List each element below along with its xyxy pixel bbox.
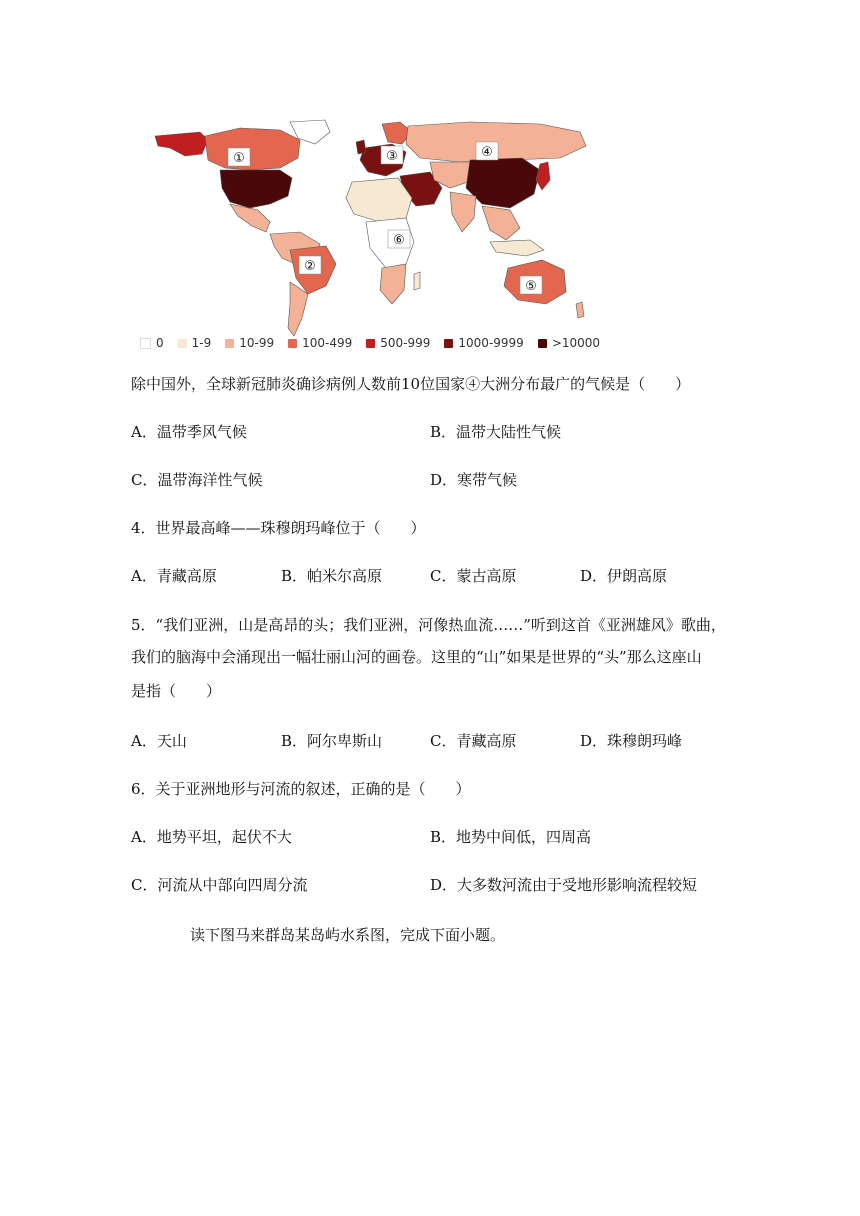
- svg-text:⑥: ⑥: [393, 233, 405, 248]
- legend-swatch: [225, 339, 234, 348]
- question-5-line-1: 5．“我们亚洲，山是高昂的头；我们亚洲，河像热血流……”听到这首《亚洲雄风》歌曲，: [131, 616, 726, 634]
- legend-item: [444, 336, 523, 350]
- map-region-southeast-asia: [482, 206, 520, 240]
- question-4-option-c: C．蒙古高原: [430, 567, 517, 585]
- legend-item: [538, 336, 600, 350]
- question-4-option-b: B．帕米尔高原: [281, 567, 383, 585]
- question-4-option-a: A．青藏高原: [131, 567, 217, 585]
- legend-swatch: [140, 338, 151, 349]
- legend-item: [225, 336, 274, 350]
- map-marker-1: [228, 148, 250, 166]
- legend-swatch: [538, 339, 547, 348]
- map-region-usa: [220, 170, 292, 208]
- map-region-japan: [536, 162, 550, 190]
- question-6-option-d: D．大多数河流由于受地形影响流程较短: [430, 876, 698, 894]
- legend-label: 10-99: [239, 336, 275, 350]
- question-map-option-c: C．温带海洋性气候: [131, 471, 263, 489]
- map-region-new-zealand: [576, 302, 584, 318]
- question-5-option-c: C．青藏高原: [430, 732, 517, 750]
- question-5-line-2: 我们的脑海中会涌现出一幅壮丽山河的画卷。这里的“山”如果是世界的“头”那么这座山: [131, 648, 702, 666]
- svg-text:⑤: ⑤: [525, 279, 537, 294]
- legend-item: [140, 336, 164, 350]
- map-region-north-africa: [346, 178, 412, 222]
- legend-label: 500-999: [380, 336, 431, 350]
- world-map-figure: [130, 118, 600, 358]
- map-legend: [140, 336, 600, 350]
- legend-swatch: [178, 339, 187, 348]
- question-6-option-b: B．地势中间低，四周高: [430, 828, 592, 846]
- world-map-svg: [130, 118, 600, 358]
- svg-text:②: ②: [304, 259, 316, 274]
- reading-instruction: 读下图马来群岛某岛屿水系图，完成下面小题。: [190, 926, 506, 944]
- legend-label: >10000: [551, 336, 601, 350]
- map-marker-5: [520, 276, 542, 294]
- question-5-line-3: 是指（ ）: [131, 682, 222, 700]
- svg-text:①: ①: [233, 151, 245, 166]
- question-4-stem: 4．世界最高峰——珠穆朗玛峰位于（ ）: [131, 519, 426, 537]
- question-map-stem: 除中国外，全球新冠肺炎确诊病例人数前10位国家④大洲分布最广的气候是（ ）: [131, 375, 691, 393]
- map-region-indonesia: [490, 240, 544, 256]
- question-map-option-d: D．寒带气候: [430, 471, 518, 489]
- question-5-option-a: A．天山: [131, 732, 187, 750]
- question-5-option-d: D．珠穆朗玛峰: [580, 732, 683, 750]
- legend-label: 1-9: [191, 336, 212, 350]
- question-5-option-b: B．阿尔卑斯山: [281, 732, 383, 750]
- question-6-option-a: A．地势平坦，起伏不大: [131, 828, 292, 846]
- legend-swatch: [288, 339, 297, 348]
- map-region-canada: [205, 128, 300, 170]
- map-marker-3: [381, 146, 403, 164]
- question-map-option-b: B．温带大陆性气候: [430, 423, 562, 441]
- map-region-southern-africa: [380, 264, 406, 304]
- map-marker-4: [476, 142, 498, 160]
- map-marker-2: [299, 256, 321, 274]
- legend-label: 100-499: [302, 336, 353, 350]
- legend-swatch: [444, 339, 453, 348]
- legend-item: [366, 336, 430, 350]
- legend-item: [178, 336, 212, 350]
- map-region-india: [450, 192, 476, 232]
- map-region-uk: [356, 140, 366, 154]
- legend-label: 1000-9999: [458, 336, 524, 350]
- question-4-option-d: D．伊朗高原: [580, 567, 668, 585]
- question-6-option-c: C．河流从中部向四周分流: [131, 876, 308, 894]
- map-region-alaska: [155, 132, 208, 156]
- map-region-mexico: [230, 204, 270, 232]
- svg-text:④: ④: [481, 145, 493, 160]
- question-6-stem: 6．关于亚洲地形与河流的叙述，正确的是（ ）: [131, 780, 471, 798]
- map-region-china: [466, 158, 540, 208]
- map-region-madagascar: [414, 272, 420, 290]
- legend-item: [288, 336, 352, 350]
- map-marker-6: [388, 230, 410, 248]
- question-map-option-a: A．温带季风气候: [131, 423, 247, 441]
- svg-text:③: ③: [386, 149, 398, 164]
- legend-swatch: [366, 339, 375, 348]
- legend-label: 0: [156, 336, 164, 350]
